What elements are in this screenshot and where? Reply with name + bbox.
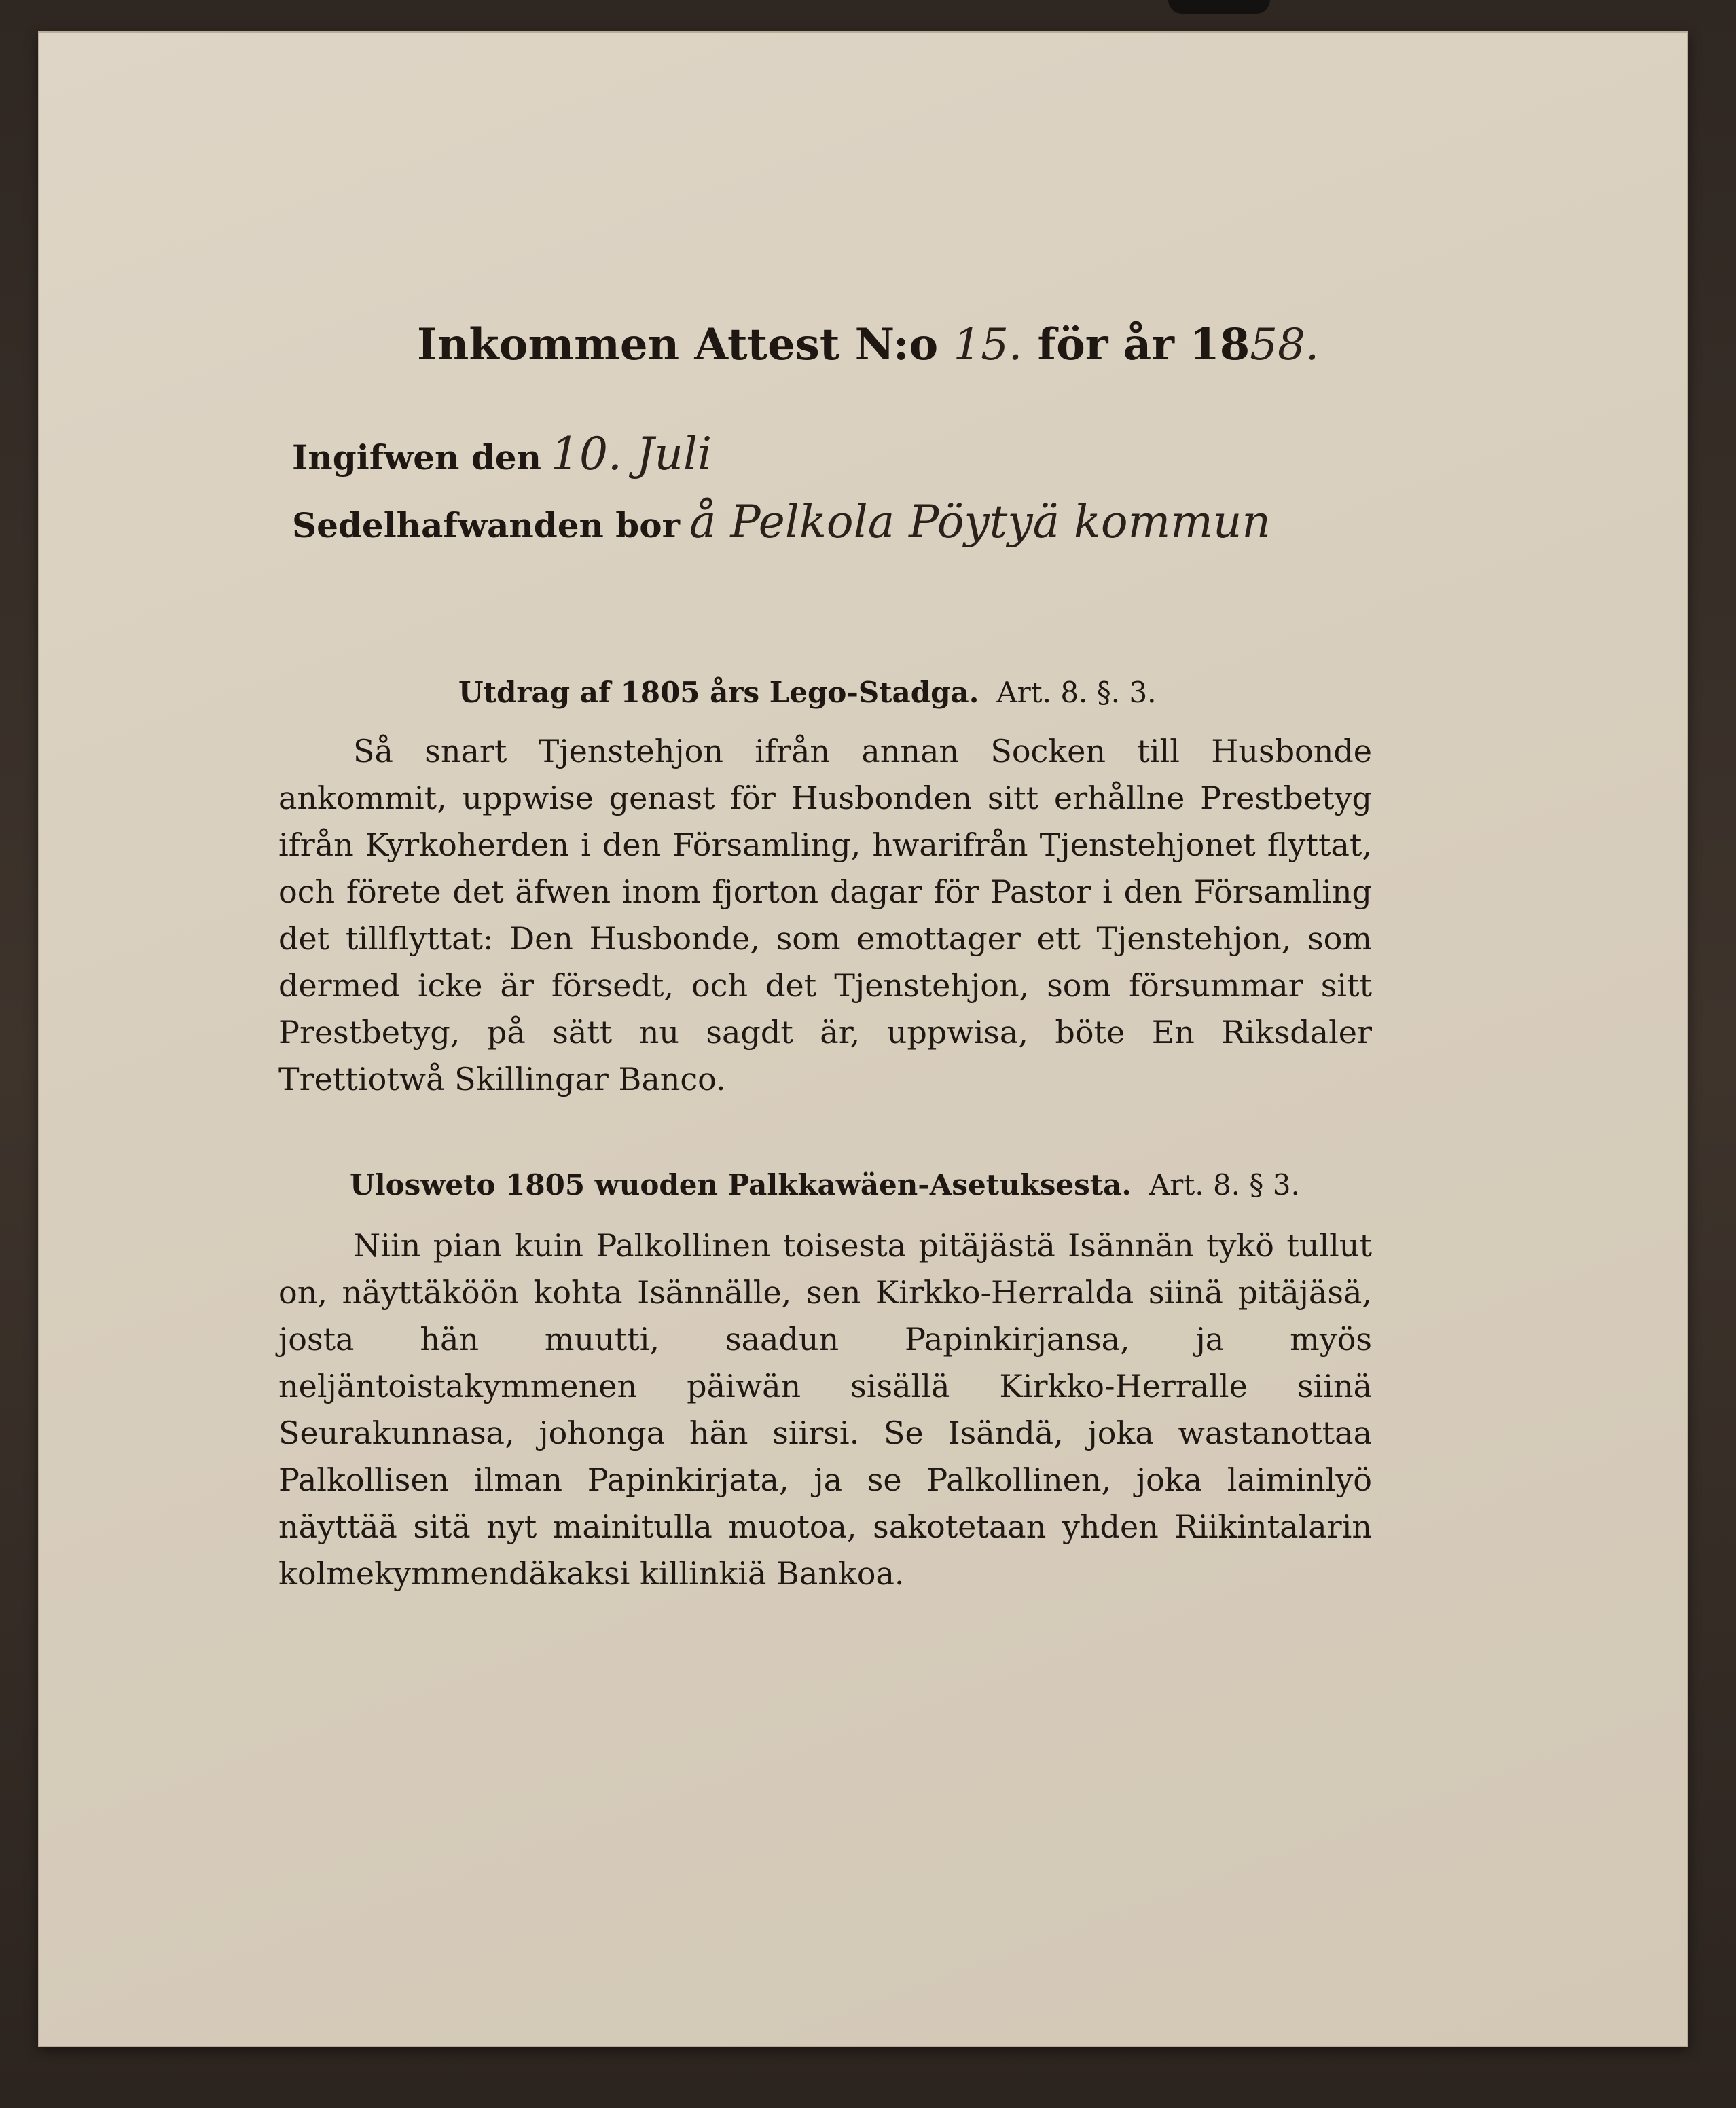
dark-corner-shadow bbox=[1168, 0, 1270, 14]
bleed-through-text bbox=[147, 167, 1641, 262]
finnish-heading-text: Ulosweto 1805 wuoden Palkkawäen-Asetuksesta. bbox=[350, 1168, 1132, 1201]
swedish-paragraph: Så snart Tjenstehjon ifrån annan Socken till Husbonde ankommit, uppwise genast för Husbonden sitt erhållne Prestbetyg ifrån Kyrkoherden i den Församling, hwarifrån Tjenstehjonet flyttat, och förete det äfwen inom fjorton dagar för Pastor i den Församling det tillflyttat: Den Husbonde, som emottager ett Tjenstehjon, som dermed icke är försedt, och det Tjenstehjon, som försummar sitt Prestbetyg, på sätt nu sagdt är, uppwisa, böte En Riksdaler Trettiotwå Skillingar Banco. bbox=[278, 733, 1372, 1097]
holder-residence-value: å Pelkola Pöytyä kommun bbox=[689, 496, 1271, 548]
year-suffix: 58. bbox=[1250, 320, 1320, 370]
holder-label: Sedelhafwanden bor bbox=[292, 505, 680, 545]
received-label: Ingifwen den bbox=[292, 437, 541, 477]
swedish-section-heading bbox=[458, 676, 1157, 709]
certificate-title bbox=[0, 319, 1736, 370]
holder-residence-line bbox=[292, 496, 1271, 548]
title-printed: Inkommen Attest N:o bbox=[416, 319, 939, 370]
title-for-year: för år 18 bbox=[1037, 319, 1250, 370]
finnish-paragraph: Niin pian kuin Palkollinen toisesta pitäjästä Isännän tykö tullut on, näyttäköön kohta Isännälle, sen Kirkko-Herralda siinä pitäjäsä, josta hän muutti, saadun Papinkirjansa, ja myös neljäntoistakymmenen päiwän sisällä Kirkko-Herralle siinä Seurakunnasa, johonga hän siirsi. Se Isändä, joka wastanottaa Palkollisen ilman Papinkirjata, ja se Palkollinen, joka laiminlyö näyttää sitä nyt mainitulla muotoa, sakotetaan yhden Riikintalarin kolmekymmendäkaksi killinkiä Bankoa. bbox=[278, 1227, 1372, 1592]
certificate-number: 15. bbox=[953, 320, 1023, 370]
finnish-article-ref: Art. 8. § 3. bbox=[1149, 1168, 1300, 1201]
finnish-section-heading bbox=[350, 1168, 1300, 1201]
received-date-line bbox=[292, 428, 712, 480]
swedish-article-ref: Art. 8. §. 3. bbox=[996, 676, 1157, 709]
swedish-heading-text: Utdrag af 1805 års Lego-Stadga. bbox=[458, 676, 979, 709]
received-date-value: 10. Juli bbox=[550, 428, 712, 480]
